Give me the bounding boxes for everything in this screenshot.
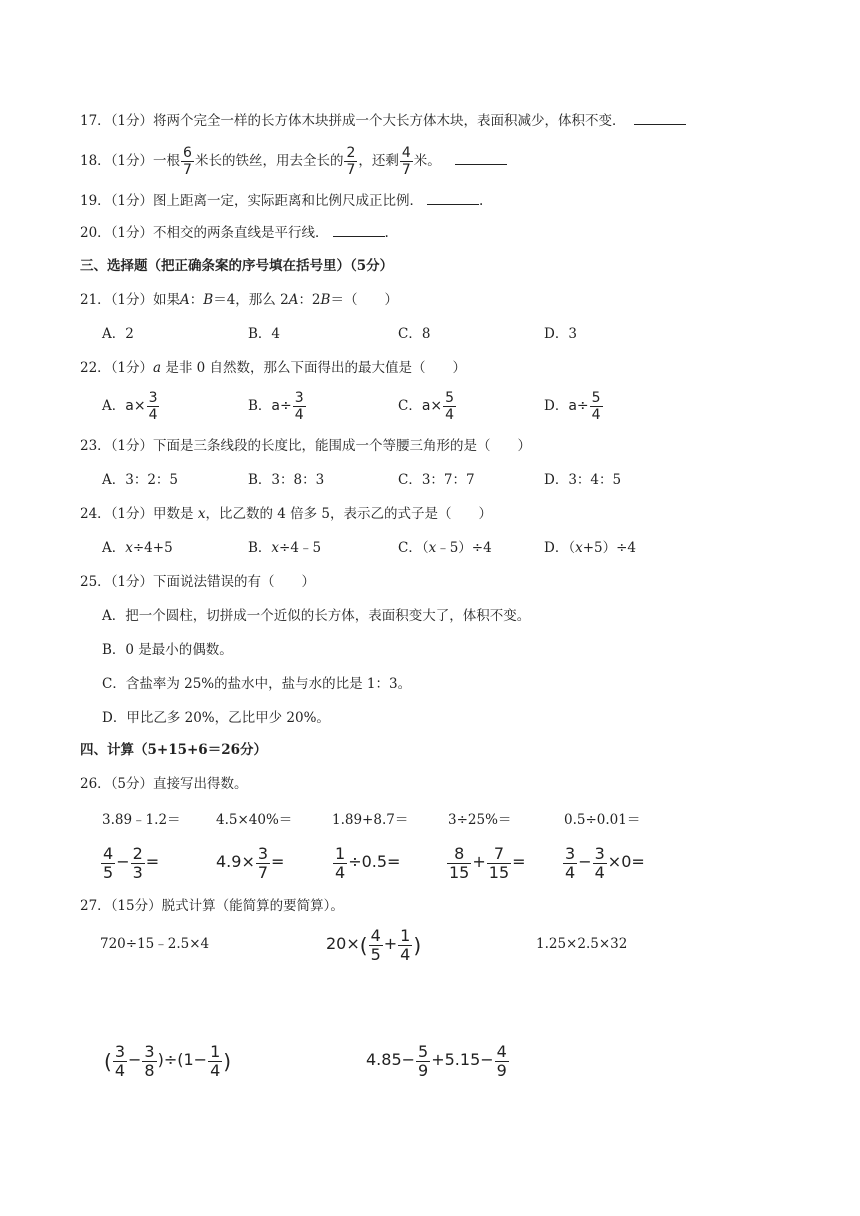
question-24 <box>80 504 492 524</box>
question-number: 27． <box>80 898 111 914</box>
expression: a÷ <box>271 398 292 414</box>
paren: ) <box>223 1049 232 1074</box>
variable: B <box>320 292 331 308</box>
paren: ) <box>413 933 422 958</box>
fraction: $\frac{8}{15}$ <box>449 844 470 882</box>
answer-blank[interactable] <box>333 222 385 237</box>
question-score: （5分） <box>110 776 154 792</box>
question-23 <box>80 436 531 456</box>
expression: 4.9× <box>216 852 255 871</box>
mental-math-item <box>562 840 645 885</box>
option-label: C． <box>398 398 422 414</box>
question-text: 直接写出得数。 <box>153 776 248 792</box>
expression: ÷4﹣5 <box>279 540 322 556</box>
answer-blank[interactable] <box>634 110 686 125</box>
fraction: $\frac{1}{4}$ <box>335 844 346 882</box>
option-c[interactable] <box>398 538 492 558</box>
question-number: 17． <box>80 113 111 129</box>
fraction: $\frac{5}{9}$ <box>418 1042 429 1080</box>
variable: x <box>575 540 583 556</box>
expression: +5.15− <box>431 1050 494 1069</box>
question-score: （1分） <box>110 153 154 169</box>
question-text: 下面是三条线段的长度比，能围成一个等腰三角形的是（ ） <box>153 438 532 454</box>
variable: a <box>153 360 162 376</box>
option-b[interactable]: B．4 <box>248 326 281 342</box>
mental-math-item: 0.5÷0.01＝ <box>564 812 641 828</box>
question-score: （1分） <box>110 113 154 129</box>
fraction: $\frac{3}{4}$ <box>294 390 304 423</box>
calculation-item <box>326 922 421 968</box>
question-text: 不相交的两条直线是平行线． <box>153 225 329 241</box>
expression: ÷0.5= <box>348 852 401 871</box>
fraction: $\frac{4}{5}$ <box>370 926 381 964</box>
answer-blank[interactable] <box>455 150 507 165</box>
question-number: 26． <box>80 776 111 792</box>
calculation-item: 1.25×2.5×32 <box>536 936 628 952</box>
fraction: $\frac{7}{15}$ <box>488 844 510 882</box>
expression: )÷(1− <box>157 1050 208 1069</box>
question-score: （15分） <box>110 898 162 914</box>
option-c[interactable]: C．8 <box>398 326 431 342</box>
question-text: ，比乙数的 4 倍多 5，表示乙的式子是（ ） <box>205 506 493 522</box>
option-b[interactable] <box>248 388 307 424</box>
question-text: 如果 <box>153 292 181 308</box>
question-21 <box>80 290 398 310</box>
option-b[interactable] <box>248 538 321 558</box>
option-d[interactable] <box>544 388 604 424</box>
question-text: ，还剩 <box>358 153 399 169</box>
answer-blank[interactable] <box>427 190 479 205</box>
option-b[interactable]: B．3：8：3 <box>248 472 325 488</box>
option-label: D． <box>544 540 569 556</box>
calculation-item <box>104 1036 231 1086</box>
option-a[interactable] <box>102 388 160 424</box>
calculation-item <box>366 1036 510 1085</box>
variable: B <box>203 292 214 308</box>
option-label: B． <box>248 398 272 414</box>
section-title: 四、计算（5+15+6＝26分） <box>80 742 267 758</box>
mental-math-item <box>100 840 159 885</box>
colon: ： <box>189 292 204 308</box>
question-text: 脱式计算（能简算的要简算）。 <box>161 898 344 914</box>
mental-math-item: 4.5×40%＝ <box>216 812 293 828</box>
expression: （ <box>568 540 576 556</box>
question-score: （1分） <box>110 360 154 376</box>
expression: ÷4+5 <box>132 540 173 556</box>
option-d[interactable]: D．3 <box>544 326 577 342</box>
question-score: （1分） <box>110 193 154 209</box>
fraction: $\frac{3}{4}$ <box>114 1042 125 1080</box>
fraction: $\frac{4}{5}$ <box>103 844 114 882</box>
question-text: 图上距离一定，实际距离和比例尺成正比例． <box>153 193 424 209</box>
question-20 <box>80 222 389 243</box>
mental-math-item: 3.89﹣1.2＝ <box>102 812 181 828</box>
option-a[interactable]: A．把一个圆柱，切拼成一个近似的长方体，表面积变大了，体积不变。 <box>102 608 531 624</box>
option-a[interactable]: A．2 <box>102 326 134 342</box>
question-number: 22． <box>80 360 111 376</box>
operator: − <box>128 1050 142 1069</box>
option-c[interactable]: C．含盐率为 25%的盐水中，盐与水的比是 1：3。 <box>102 676 412 692</box>
question-score: （1分） <box>110 225 154 241</box>
expression: a× <box>421 398 443 414</box>
question-number: 18． <box>80 153 111 169</box>
fraction: $\frac{2}{7}$ <box>346 145 356 178</box>
paren: ( <box>359 933 368 958</box>
question-score: （1分） <box>110 438 154 454</box>
variable: x <box>125 540 133 556</box>
fraction: $\frac{5}{4}$ <box>445 390 455 423</box>
fraction: $\frac{6}{7}$ <box>183 145 192 178</box>
question-number: 25． <box>80 574 111 590</box>
question-26 <box>80 774 248 794</box>
question-text: ：2 <box>298 292 321 308</box>
variable: A <box>180 292 190 308</box>
option-b[interactable]: B．0 是最小的偶数。 <box>102 642 233 658</box>
mental-math-item <box>332 840 400 885</box>
mental-math-item <box>446 840 526 885</box>
expression: +5）÷4 <box>582 540 637 556</box>
period: . <box>479 193 484 209</box>
operator: − <box>116 852 130 871</box>
mental-math-item: 3÷25%＝ <box>448 812 512 828</box>
period: . <box>384 225 389 241</box>
question-text: 是非 0 自然数，那么下面得出的最大值是（ ） <box>161 360 467 376</box>
question-text: ＝（ ） <box>330 292 398 308</box>
question-text: 米长的铁丝，用去全长的 <box>194 153 344 169</box>
expression: 20× <box>326 934 360 953</box>
fraction: $\frac{1}{4}$ <box>210 1042 221 1080</box>
expression: ﹣5）÷4 <box>436 540 492 556</box>
option-c[interactable] <box>398 388 457 424</box>
question-score: （1分） <box>110 574 154 590</box>
expression: a× <box>125 398 146 414</box>
equals: = <box>271 852 285 871</box>
fraction: $\frac{3}{4}$ <box>148 390 158 423</box>
calculation-item: 720÷15﹣2.5×4 <box>100 936 210 952</box>
question-text: 下面说法错误的有（ ） <box>153 574 316 590</box>
option-label: B． <box>248 540 272 556</box>
mental-math-item: 1.89+8.7＝ <box>332 812 409 828</box>
variable: A <box>288 292 299 308</box>
question-25 <box>80 572 315 592</box>
question-27 <box>80 896 344 916</box>
question-number: 23． <box>80 438 111 454</box>
option-d[interactable] <box>544 538 636 558</box>
operator: − <box>578 852 592 871</box>
fraction: $\frac{2}{3}$ <box>132 844 143 882</box>
fraction: $\frac{3}{8}$ <box>144 1042 155 1080</box>
question-17 <box>80 110 686 131</box>
question-number: 21． <box>80 292 111 308</box>
question-19 <box>80 190 483 211</box>
question-text: 米。 <box>413 153 441 169</box>
section-title: 三、选择题（把正确条案的序号填在括号里）（5分） <box>80 258 394 274</box>
question-number: 20． <box>80 225 111 241</box>
variable: x <box>428 540 437 556</box>
option-label: D． <box>544 398 569 414</box>
fraction: $\frac{1}{4}$ <box>400 926 411 964</box>
option-label: A． <box>102 398 126 414</box>
fraction: $\frac{4}{7}$ <box>401 145 411 178</box>
equals: = <box>512 852 526 871</box>
option-d[interactable]: D．3：4：5 <box>544 472 622 488</box>
question-text: 甲数是 <box>153 506 198 522</box>
question-score: （1分） <box>110 506 154 522</box>
fraction: $\frac{3}{4}$ <box>594 844 605 882</box>
option-a[interactable]: A．3：2：5 <box>102 472 179 488</box>
question-score: （1分） <box>110 292 154 308</box>
fraction: $\frac{5}{4}$ <box>591 390 601 423</box>
fraction: $\frac{4}{9}$ <box>496 1042 507 1080</box>
expression: （ <box>421 540 429 556</box>
option-c[interactable]: C．3：7：7 <box>398 472 475 488</box>
question-text: ＝4，那么 2 <box>213 292 289 308</box>
question-number: 19． <box>80 193 111 209</box>
variable: x <box>271 540 280 556</box>
expression: ×0= <box>607 852 645 871</box>
option-label: C． <box>398 540 422 556</box>
fraction: $\frac{3}{4}$ <box>565 844 576 882</box>
expression: a÷ <box>568 398 589 414</box>
question-text: 一根 <box>153 153 181 169</box>
option-d[interactable]: D．甲比乙多 20%，乙比甲少 20%。 <box>102 710 330 726</box>
question-18 <box>80 146 507 177</box>
equals: = <box>145 852 160 871</box>
fraction: $\frac{3}{7}$ <box>257 844 269 882</box>
question-number: 24． <box>80 506 111 522</box>
option-a[interactable] <box>102 538 173 558</box>
mental-math-item <box>216 840 284 885</box>
option-label: A． <box>102 540 126 556</box>
operator: + <box>383 934 398 953</box>
question-text: 将两个完全一样的长方体木块拼成一个大长方体木块，表面积减少，体积不变． <box>153 113 626 129</box>
expression: 4.85− <box>366 1050 416 1069</box>
paren: ( <box>104 1049 112 1074</box>
variable: x <box>197 506 206 522</box>
question-22 <box>80 358 466 378</box>
operator: + <box>472 852 486 871</box>
